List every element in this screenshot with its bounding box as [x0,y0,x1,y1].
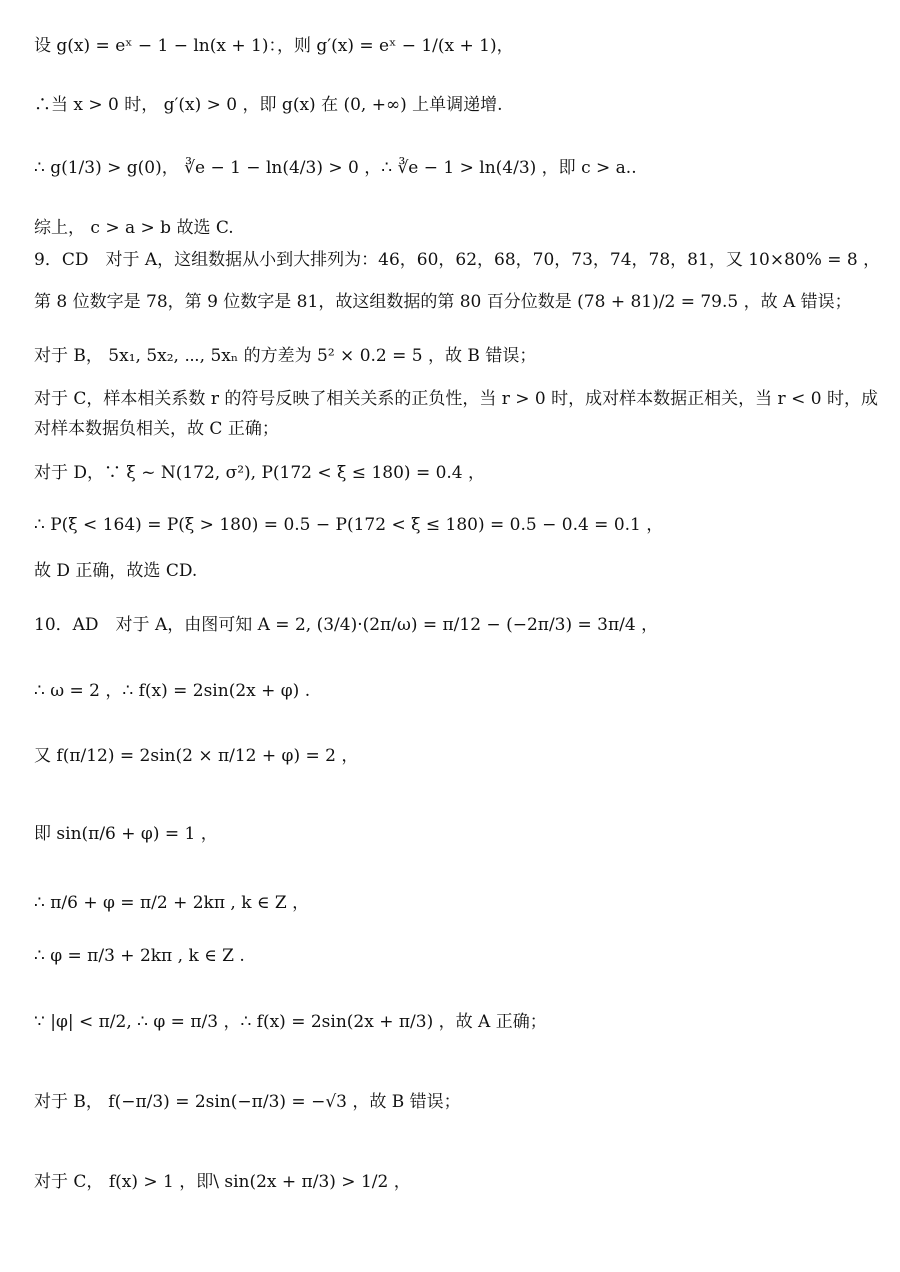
line-q9-b: 对于 B， 5x₁, 5x₂, ⋯, 5xₙ 的方差为 5² × 0.2 = 5 ，故 B 错误； [34,346,537,366]
line-q10-b: 对于 B， f(−π/3) = 2sin(−π/3) = −√3 ，故 B 错误； [34,1092,461,1112]
line-q9-conclusion: 故 D 正确，故选 CD. [34,561,198,581]
line-q9-c: 对于 C，样本相关系数 r 的符号反映了相关关系的正负性，当 r > 0 时，成对样本数据正相关，当 r < 0 时，成对样本数据负相关，故 C 正确； [34,389,878,439]
line-c-greater-a: ∴ g(1/3) > g(0)， ∛e − 1 − ln(4/3) > 0 ，∴ ∛e − 1 > ln(4/3) ，即 c > a.. [34,158,637,178]
line-q9-percentile: 第 8 位数字是 78，第 9 位数字是 81，故这组数据的第 80 百分位数是 (78 + 81)/2 = 79.5 ，故 A 错误； [34,292,852,312]
line-omega: ∴ ω = 2 ，∴ f(x) = 2sin(2x + φ) . [34,681,311,701]
line-q9-a: 9．CD 对于 A，这组数据从小到大排列为：46，60，62，68，70，73，74，78，81，又 10×80% = 8 ， [34,250,881,270]
line-f-pi12: 又 f(π/12) = 2sin(2 × π/12 + φ) = 2 ， [34,746,359,766]
line-conclusion-8: 综上， c > a > b 故选 C. [34,218,234,238]
line-q9-d-calc: ∴ P(ξ < 164) = P(ξ > 180) = 0.5 − P(172 < ξ ≤ 180) = 0.5 − 0.4 = 0.1 ， [34,515,664,535]
line-monotonic: ∴当 x > 0 时， g′(x) > 0 ，即 g(x) 在 (0, +∞) 上单调递增. [34,95,503,115]
line-q9-d: 对于 D，∵ ξ ~ N(172, σ²), P(172 < ξ ≤ 180) = 0.4 ， [34,463,486,483]
line-phi-general-2: ∴ φ = π/3 + 2kπ , k ∈ Z . [34,946,245,966]
line-g-definition: 设 g(x) = eˣ − 1 − ln(x + 1)：，则 g′(x) = eˣ − 1/(x + 1)， [34,36,514,56]
line-q10-a: 10．AD 对于 A，由图可知 A = 2, (3/4)·(2π/ω) = π/12 − (−2π/3) = 3π/4 ， [34,615,659,635]
line-q10-c: 对于 C， f(x) > 1 ，即\ sin(2x + π/3) > 1/2 ， [34,1172,411,1192]
line-sin-eq-1: 即 sin(π/6 + φ) = 1 ， [34,824,218,844]
line-phi-value: ∵ |φ| < π/2, ∴ φ = π/3 ，∴ f(x) = 2sin(2x + π/3) ，故 A 正确； [34,1012,547,1032]
line-phi-general-1: ∴ π/6 + φ = π/2 + 2kπ , k ∈ Z ， [34,893,310,913]
